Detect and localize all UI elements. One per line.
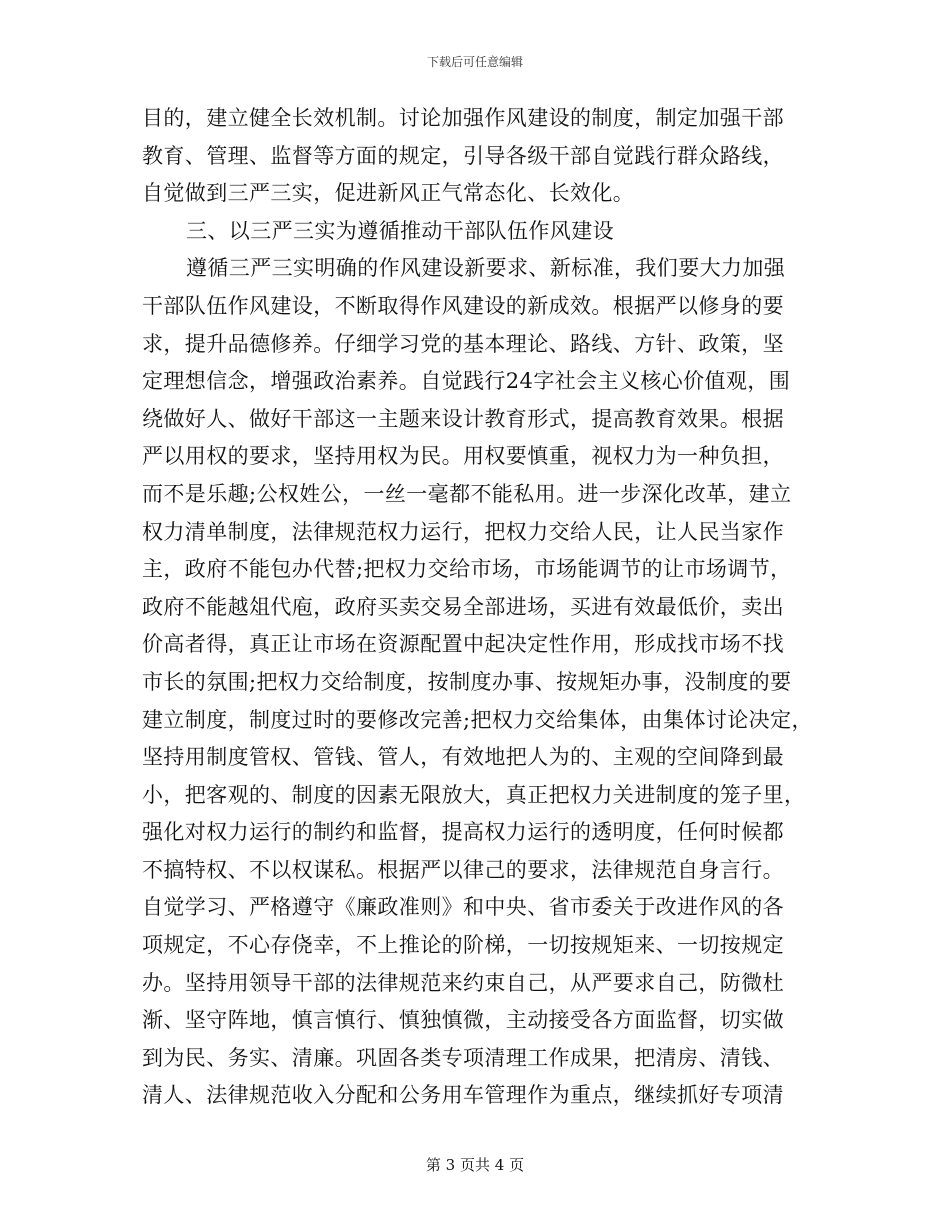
text-line: 项规定，不心存侥幸，不上推论的阶梯，一切按规矩来、一切按规定: [142, 933, 784, 958]
text-line: 严以用权的要求，坚持用权为民。用权要慎重，视权力为一种负担，: [142, 444, 784, 469]
text-line: 自觉学习、严格遵守《廉政准则》和中央、省市委关于改进作风的各: [142, 895, 784, 920]
text-line: 目的，建立健全长效机制。讨论加强作风建设的制度，制定加强干部: [142, 106, 784, 130]
text-line: 政府不能越俎代庖，政府买卖交易全部进场，买进有效最低价，卖出: [142, 594, 784, 619]
text-line: 到为民、务实、清廉。巩固各类专项清理工作成果，把清房、清钱、: [142, 1045, 784, 1070]
text-line: 办。坚持用领导干部的法律规范来约束自己，从严要求自己，防微杜: [142, 970, 784, 995]
document-body: [142, 100, 822, 1115]
text-line: 而不是乐趣;公权姓公，一丝一毫都不能私用。进一步深化改革，建立: [142, 481, 792, 506]
text-line: 不搞特权、不以权谋私。根据严以律己的要求，法律规范自身言行。: [142, 857, 784, 882]
text-line: 定理想信念，增强政治素养。自觉践行24字社会主义核心价值观，围: [142, 369, 791, 394]
text-line: 渐、坚守阵地，慎言慎行、慎独慎微，主动接受各方面监督，切实做: [142, 1008, 784, 1033]
text-line: 自觉做到三严三实，促进新风正气常态化、长效化。: [142, 181, 635, 206]
page-header-note: 下载后可任意编辑: [426, 55, 523, 69]
page-number-footer: 第 3 页共 4 页: [425, 1156, 525, 1174]
section-heading: 三、以三严三实为遵循推动干部队伍作风建设: [186, 218, 614, 243]
text-line: 干部队伍作风建设，不断取得作风建设的新成效。根据严以修身的要: [142, 293, 784, 318]
text-line: 主，政府不能包办代替;把权力交给市场，市场能调节的让市场调节，: [142, 557, 792, 582]
text-line: 清人、法律规范收入分配和公务用车管理作为重点，继续抓好专项清: [142, 1083, 784, 1108]
text-line: 建立制度，制度过时的要修改完善;把权力交给集体，由集体讨论决定，: [142, 707, 813, 732]
text-line: 价高者得，真正让市场在资源配置中起决定性作用，形成找市场不找: [142, 632, 784, 657]
text-line: 绕做好人、做好干部这一主题来设计教育形式，提高教育效果。根据: [142, 406, 784, 431]
text-line: 权力清单制度，法律规范权力运行，把权力交给人民，让人民当家作: [142, 519, 784, 544]
text-line: 遵循三严三实明确的作风建设新要求、新标准，我们要大力加强: [186, 256, 786, 281]
text-line: 小，把客观的、制度的因素无限放大，真正把权力关进制度的笼子里，: [142, 782, 806, 807]
text-line: 求，提升品德修养。仔细学习党的基本理论、路线、方针、政策，坚: [142, 331, 784, 356]
text-line: 强化对权力运行的制约和监督，提高权力运行的透明度，任何时候都: [142, 820, 784, 845]
text-line: 市长的氛围;把权力交给制度，按制度办事、按规矩办事，没制度的要: [142, 669, 792, 694]
text-line: 教育、管理、监督等方面的规定，引导各级干部自觉践行群众路线，: [142, 143, 784, 168]
text-line: 坚持用制度管权、管钱、管人，有效地把人为的、主观的空间降到最: [142, 745, 784, 770]
